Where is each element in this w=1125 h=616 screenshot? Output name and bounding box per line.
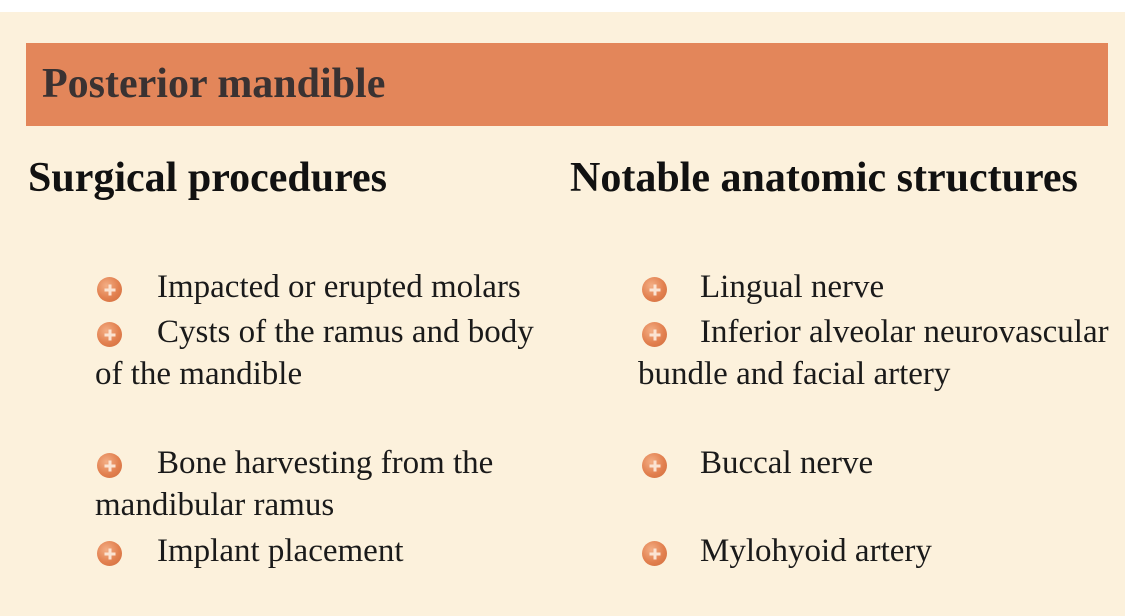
right-column-heading: Notable anatomic structures bbox=[570, 155, 1078, 201]
list-item-text: Implant placement bbox=[157, 533, 404, 569]
list-item-text: Mylohyoid artery bbox=[700, 533, 932, 569]
left-column-heading: Surgical procedures bbox=[28, 155, 387, 201]
list-item-text: Buccal nerve bbox=[700, 445, 874, 481]
list-item-text: Lingual nerve bbox=[700, 269, 885, 305]
plus-circle-icon bbox=[642, 277, 667, 302]
plus-circle-icon bbox=[642, 541, 667, 566]
list-item-text: Inferior alveolar neurovascular bundle and facial artery bbox=[638, 314, 1109, 392]
list-item bbox=[95, 442, 565, 526]
list-item-text: Bone harvesting from the mandibular ramus bbox=[95, 445, 494, 523]
list-item bbox=[95, 266, 565, 308]
list-item bbox=[95, 311, 565, 395]
plus-circle-icon bbox=[642, 322, 667, 347]
list-item bbox=[638, 311, 1118, 395]
list-item-text: Impacted or erupted molars bbox=[157, 269, 521, 305]
list-item bbox=[95, 530, 565, 572]
header-bar bbox=[26, 43, 1108, 126]
plus-circle-icon bbox=[97, 541, 122, 566]
plus-circle-icon bbox=[642, 453, 667, 478]
list-item bbox=[638, 442, 1118, 484]
plus-circle-icon bbox=[97, 453, 122, 478]
list-item-text: Cysts of the ramus and body of the mandible bbox=[95, 314, 534, 392]
list-item bbox=[638, 266, 1118, 308]
plus-circle-icon bbox=[97, 322, 122, 347]
list-item bbox=[638, 530, 1118, 572]
page-title: Posterior mandible bbox=[42, 61, 386, 107]
plus-circle-icon bbox=[97, 277, 122, 302]
